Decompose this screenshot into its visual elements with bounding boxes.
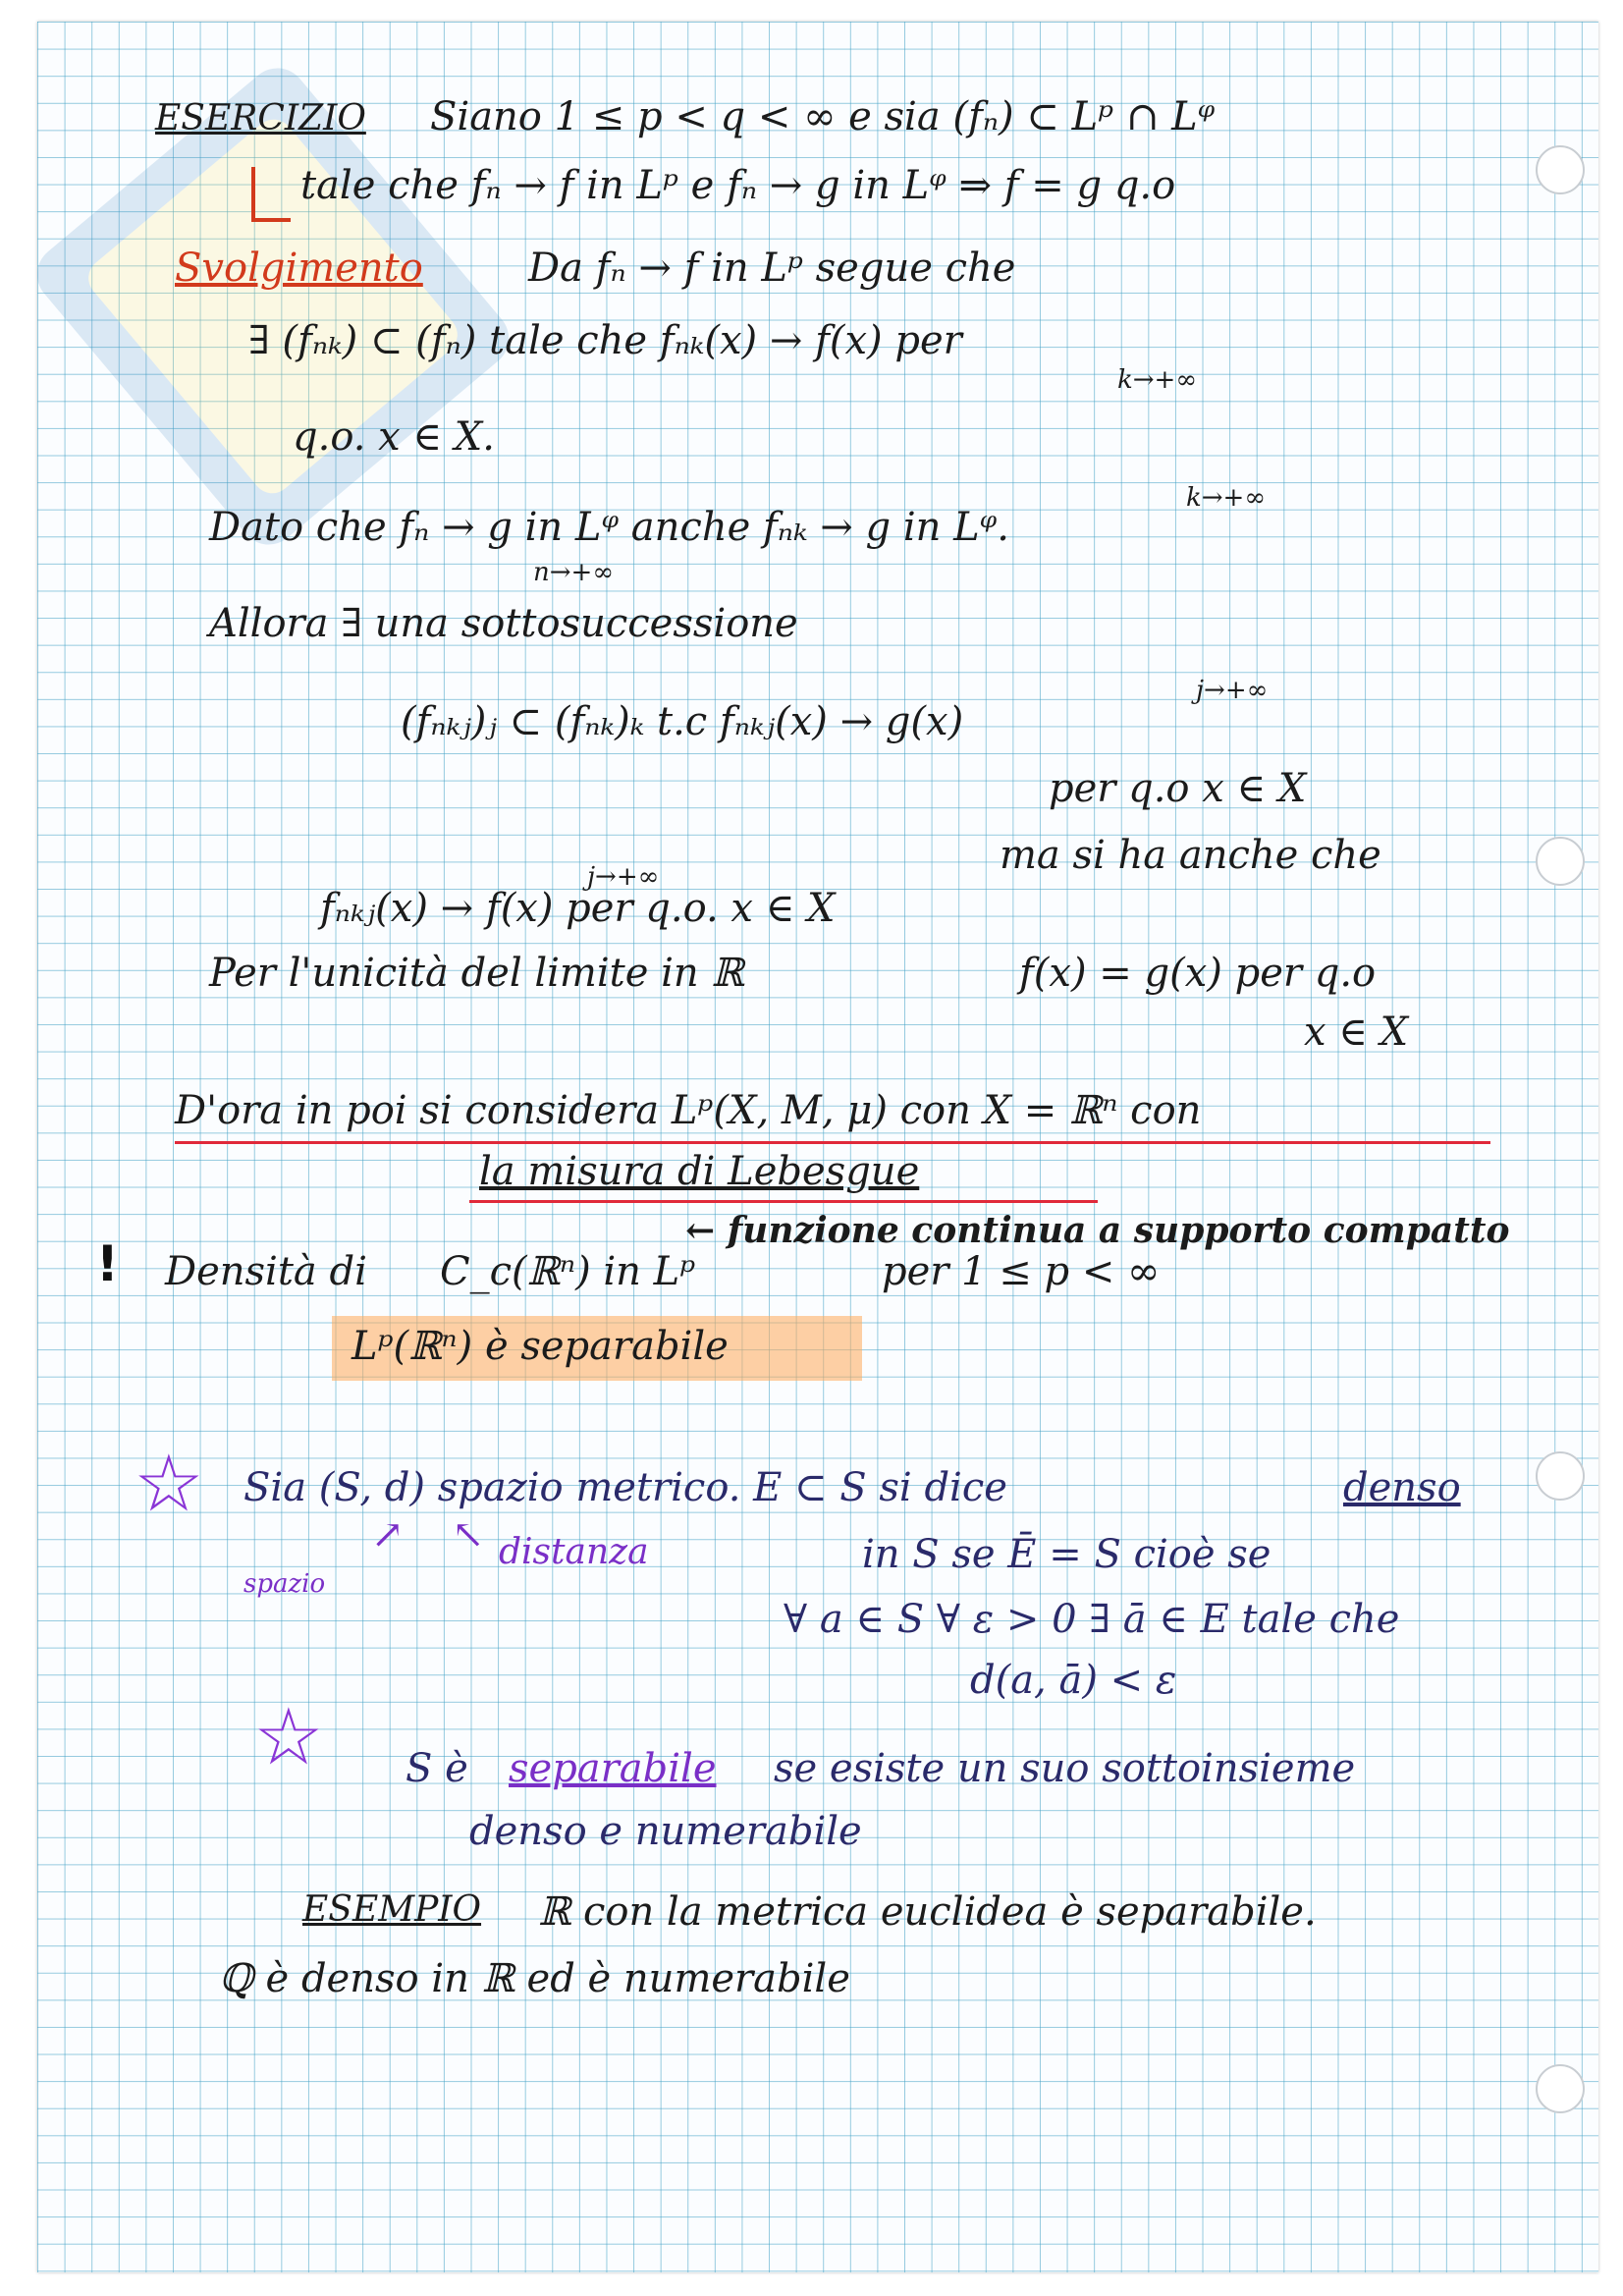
label-spazio: spazio (243, 1569, 326, 1599)
solution-line7: per q.o x ∈ X (1049, 766, 1307, 811)
exercise-title: ESERCIZIO (155, 98, 366, 138)
red-bracket (251, 167, 291, 222)
solution-line5: Allora ∃ una sottosuccessione (209, 601, 798, 646)
arrow-up-icon: ↗ (371, 1512, 405, 1558)
exercise-statement-line2: tale che fₙ → f in Lᵖ e fₙ → g in Lᵠ ⇒ f = g q.o (300, 163, 1176, 208)
example-title: ESEMPIO (302, 1889, 482, 1930)
red-underline (469, 1200, 1098, 1203)
punch-hole (1536, 1451, 1585, 1501)
density-condition: per 1 ≤ p < ∞ (882, 1249, 1161, 1294)
limit-superscript: j→+∞ (587, 862, 660, 892)
exercise-statement-line1: Siano 1 ≤ p < q < ∞ e sia (fₙ) ⊂ Lᵖ ∩ Lᵠ (430, 94, 1216, 139)
punch-hole (1536, 837, 1585, 886)
solution-line6: (fₙₖⱼ)ⱼ ⊂ (fₙₖ)ₖ t.c fₙₖⱼ(x) → g(x) (401, 699, 964, 744)
arrow-curve-icon: ↖ (452, 1512, 485, 1558)
solution-line8: ma si ha anche che (1000, 833, 1381, 878)
separable-def-line2: denso e numerabile (469, 1809, 862, 1854)
punch-hole (1536, 2064, 1585, 2113)
solution-title: Svolgimento (175, 246, 423, 291)
separable-def-rest: se esiste un suo sottoinsieme (774, 1746, 1356, 1791)
solution-line3: q.o. x ∈ X. (293, 414, 495, 460)
solution-line2: ∃ (fₙₖ) ⊂ (fₙ) tale che fₙₖ(x) → f(x) per (248, 318, 962, 363)
star-icon: ☆ (134, 1438, 204, 1529)
limit-superscript: k→+∞ (1186, 483, 1266, 513)
solution-line4: Dato che fₙ → g in Lᵠ anche fₙₖ → g in Lᵠ. (209, 505, 1010, 550)
solution-line9: fₙₖⱼ(x) → f(x) per q.o. x ∈ X (320, 886, 836, 931)
exclamation-icon: ! (96, 1235, 119, 1292)
density-space: C_c(ℝⁿ) in Lᵖ (440, 1249, 696, 1294)
example-line1: ℝ con la metrica euclidea è separabile. (538, 1889, 1317, 1935)
separability-statement: Lᵖ(ℝⁿ) è separabile (352, 1324, 729, 1369)
separable-def-prefix: S è (406, 1746, 468, 1791)
definition-line2: in S se Ē = S cioè se (862, 1532, 1271, 1577)
definition-line3: ∀ a ∈ S ∀ ε > 0 ∃ ā ∈ E tale che (784, 1597, 1400, 1642)
limit-superscript: j→+∞ (1196, 676, 1269, 705)
separable-def-word: separabile (509, 1746, 717, 1791)
star-icon: ☆ (253, 1691, 324, 1782)
annotation-compact-support: ← funzione continua a supporto compatto (685, 1210, 1510, 1251)
density-label: Densità di (165, 1249, 367, 1294)
example-line2: ℚ è denso in ℝ ed è numerabile (219, 1956, 850, 2001)
solution-line1: Da fₙ → f in Lᵖ segue che (528, 246, 1016, 291)
section-statement-line1: D'ora in poi si considera Lᵖ(X, M, μ) con X = ℝⁿ con (175, 1088, 1202, 1133)
definition-dense-word: denso (1343, 1465, 1461, 1510)
definition-line1: Sia (S, d) spazio metrico. E ⊂ S si dice (243, 1465, 1007, 1510)
limit-subscript: n→+∞ (533, 558, 614, 587)
solution-line10-result: f(x) = g(x) per q.o (1019, 951, 1377, 996)
red-underline (175, 1141, 1490, 1144)
punch-hole (1536, 145, 1585, 194)
notebook-page (37, 22, 1598, 2272)
limit-subscript: k→+∞ (1117, 365, 1197, 395)
label-distanza: distanza (499, 1532, 649, 1572)
definition-line4: d(a, ā) < ε (970, 1658, 1177, 1703)
solution-line11: x ∈ X (1304, 1010, 1409, 1055)
solution-line10: Per l'unicità del limite in ℝ (209, 951, 744, 996)
section-statement-line2: la misura di Lebesgue (479, 1149, 920, 1194)
